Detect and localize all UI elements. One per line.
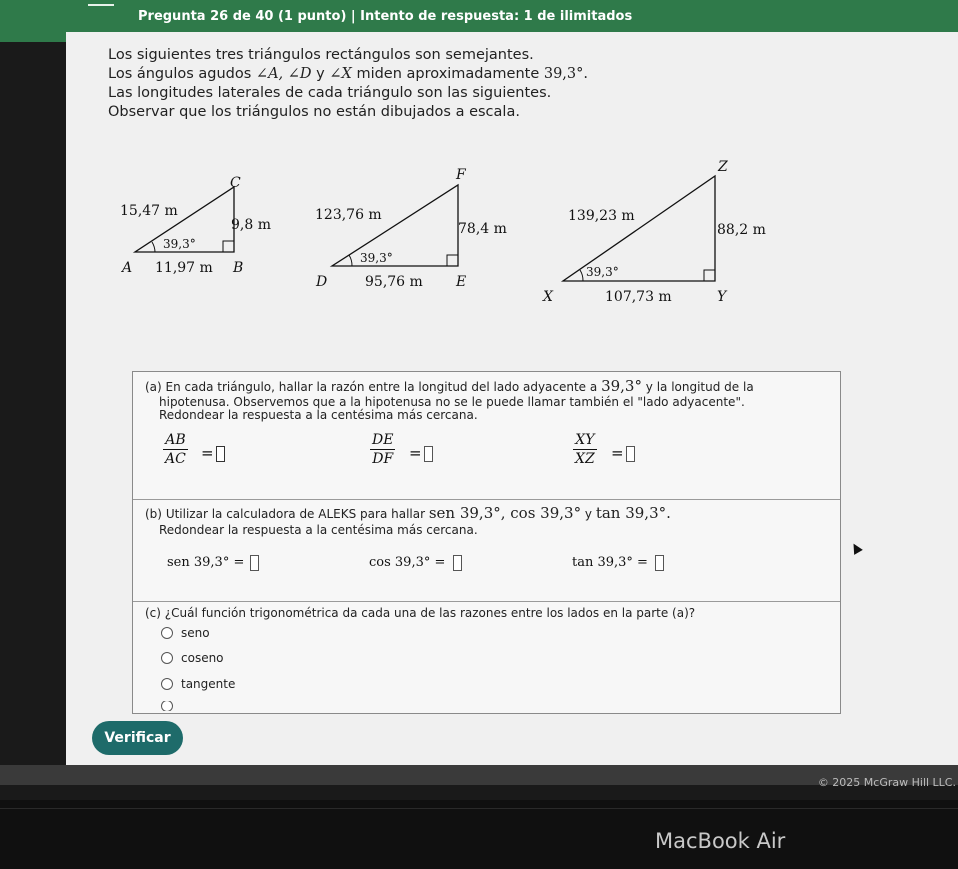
sen-label: sen 39,3° =: [167, 555, 245, 570]
part-b: [133, 499, 840, 602]
part-c: [133, 601, 840, 715]
vertex-label: C: [230, 175, 241, 191]
triangles-figure: [100, 150, 800, 320]
cos-label: cos 39,3° =: [369, 555, 446, 570]
option-partial[interactable]: [161, 701, 173, 711]
intro-line-3: Las longitudes laterales de cada triángulo son las siguientes.: [108, 85, 552, 101]
hypotenuse-label: 15,47 m: [120, 203, 178, 219]
answer-input-cos[interactable]: [453, 555, 462, 571]
intro-line-2: Los ángulos agudos ∠A, ∠D y ∠X miden aproximadamente 39,3°.: [108, 66, 589, 82]
vertex-label: A: [122, 260, 133, 276]
answer-input-ab-ac[interactable]: [216, 446, 225, 462]
vertex-label: B: [233, 260, 244, 276]
equals-sign: =: [409, 444, 422, 462]
option-coseno[interactable]: coseno: [161, 650, 224, 666]
question-box: [132, 371, 841, 714]
option-tangente[interactable]: tangente: [161, 676, 235, 692]
adjacent-label: 95,76 m: [365, 274, 423, 290]
triangle-def: [315, 167, 507, 290]
copyright: © 2025 McGraw Hill LLC.: [817, 776, 956, 789]
answer-input-xy-xz[interactable]: [626, 446, 635, 462]
vertex-label: F: [456, 167, 466, 183]
triangle-abc: [120, 175, 271, 276]
part-c-question: (c) ¿Cuál función trigonométrica da cada una de las razones entre los lados en la parte (a)?: [145, 606, 696, 620]
part-a-line-2: hipotenusa. Observemos que a la hipotenusa no se le puede llamar también el "lado adyacente".: [159, 395, 745, 409]
angle-label: 39,3°: [360, 251, 393, 265]
part-b-line-1: (b) Utilizar la calculadora de ALEKS para hallar sen 39,3°, cos 39,3° y tan 39,3°.: [145, 504, 671, 522]
part-b-line-2: Redondear la respuesta a la centésima más cercana.: [159, 523, 478, 537]
part-a-line-1: (a) En cada triángulo, hallar la razón entre la longitud del lado adyacente a 39,3° y la longitud de la: [145, 377, 754, 395]
radio-button[interactable]: [161, 652, 173, 664]
fraction-xy-xz: XY XZ: [575, 432, 595, 467]
vertex-label: X: [543, 289, 553, 305]
equals-sign: =: [611, 444, 624, 462]
angle-label: 39,3°: [586, 265, 619, 279]
opposite-label: 9,8 m: [231, 217, 271, 233]
adjacent-label: 11,97 m: [155, 260, 213, 276]
footer-strip: [0, 765, 958, 785]
menu-icon[interactable]: [88, 4, 114, 6]
radio-button[interactable]: [161, 678, 173, 690]
intro-line-1: Los siguientes tres triángulos rectángulos son semejantes.: [108, 47, 534, 63]
vertex-label: Z: [718, 159, 728, 175]
angle-label: 39,3°: [163, 237, 196, 251]
answer-input-tan[interactable]: [655, 555, 664, 571]
vertex-label: Y: [717, 289, 727, 305]
triangle-xyz: [542, 159, 766, 305]
vertex-label: D: [316, 274, 328, 290]
verify-button[interactable]: Verificar: [92, 721, 183, 755]
equals-sign: =: [201, 444, 214, 462]
opposite-label: 88,2 m: [717, 222, 766, 238]
vertex-label: E: [456, 274, 467, 290]
answer-input-de-df[interactable]: [424, 446, 433, 462]
radio-button[interactable]: [161, 701, 173, 711]
tan-label: tan 39,3° =: [572, 555, 648, 570]
answer-input-sen[interactable]: [250, 555, 259, 571]
problem-intro: [108, 46, 708, 122]
option-seno[interactable]: seno: [161, 625, 210, 641]
device-label: MacBook Air: [655, 829, 786, 853]
adjacent-label: 107,73 m: [605, 289, 672, 305]
fraction-ab-ac: AB AC: [165, 432, 186, 467]
question-header: Pregunta 26 de 40 (1 punto) | Intento de respuesta: 1 de ilimitados: [138, 9, 633, 24]
fraction-de-df: DE DF: [372, 432, 394, 467]
part-a-line-3: Redondear la respuesta a la centésima más cercana.: [159, 408, 478, 422]
intro-line-4: Observar que los triángulos no están dibujados a escala.: [108, 104, 520, 120]
opposite-label: 78,4 m: [458, 221, 507, 237]
hypotenuse-label: 123,76 m: [315, 207, 382, 223]
hypotenuse-label: 139,23 m: [568, 208, 635, 224]
part-a: [133, 372, 840, 500]
laptop-bezel: [0, 800, 958, 869]
radio-button[interactable]: [161, 627, 173, 639]
